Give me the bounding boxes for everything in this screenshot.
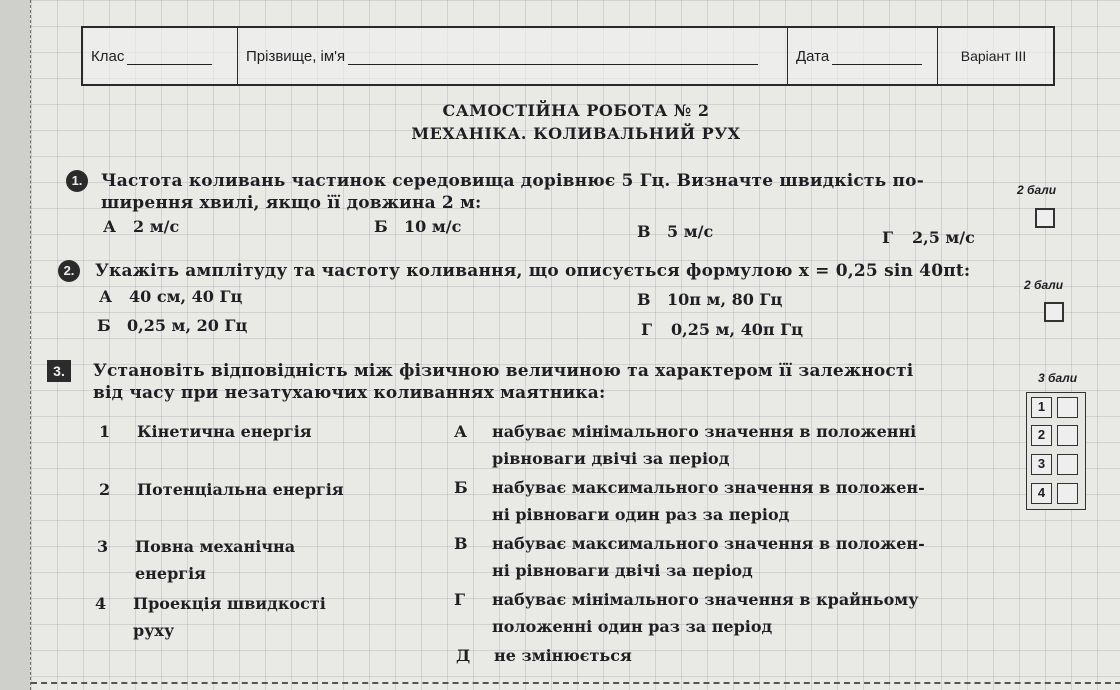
task-3-left-2: 2 Потенціальна енергія: [99, 480, 344, 499]
task-1-question: [101, 170, 981, 214]
task-3-right-b: Б набуває максимального значення в положен- ні рівноваги один раз за період: [454, 478, 925, 524]
task-3-text-line1: Установіть відповідність між фізичною величиною та характером її залежності: [93, 361, 914, 381]
task-1-option-d[interactable]: Г 2,5 м/с: [882, 228, 975, 247]
student-info-header: [81, 26, 1055, 86]
task-1-number: 1.: [66, 170, 88, 192]
task-3-right-a: А набуває мінімального значення в положенні рівноваги двічі за період: [454, 422, 917, 468]
task-1-score: 2 бали: [1017, 183, 1057, 197]
task-3-number: 3.: [47, 360, 71, 382]
task-2-question: Укажіть амплітуду та частоту коливання, що описується формулою x = 0,25 sin 40πt:: [95, 261, 971, 281]
worksheet-page: [30, 0, 1120, 690]
task-3-text-line2: від часу при незатухаючих коливаннях маятника:: [93, 383, 606, 403]
answer-row-4-label: 4: [1031, 483, 1052, 504]
task-3-left-3: 3 Повна механічна енергія: [97, 537, 296, 583]
task-3-left-1: 1 Кінетична енергія: [99, 422, 312, 441]
name-field[interactable]: [238, 28, 788, 84]
task-1-option-a[interactable]: А 2 м/с: [103, 217, 180, 236]
task-2-option-d[interactable]: Г 0,25 м, 40π Гц: [641, 320, 803, 339]
cut-line: [31, 682, 1120, 684]
task-3-right-d: Г набуває мінімального значення в крайньому положенні один раз за період: [454, 590, 919, 636]
task-1-answer-box[interactable]: [1035, 208, 1055, 228]
class-label: Клас: [91, 47, 125, 65]
variant-cell: [938, 28, 1049, 84]
task-2-option-a[interactable]: А 40 см, 40 Гц: [99, 287, 243, 306]
answer-row-2-label: 2: [1031, 425, 1052, 446]
task-1-text-line2: ширення хвилі, якщо її довжина 2 м:: [101, 193, 482, 213]
date-label: Дата: [796, 47, 830, 65]
variant-label: Варіант III: [960, 48, 1027, 64]
task-1-option-b[interactable]: Б 10 м/с: [374, 217, 462, 236]
task-1-text-line1: Частота коливань частинок середовища дорівнює 5 Гц. Визначте швидкість по-: [101, 171, 924, 191]
task-3-left-4: 4 Проекція швидкості руху: [95, 594, 326, 640]
task-3-answer-grid: [1026, 392, 1086, 510]
task-3-score: 3 бали: [1038, 371, 1078, 385]
task-1-option-c[interactable]: В 5 м/с: [637, 222, 714, 241]
task-2-option-c[interactable]: В 10π м, 80 Гц: [637, 290, 783, 309]
answer-row-1-cell[interactable]: [1057, 397, 1078, 418]
name-label: Прізвище, ім'я: [246, 47, 346, 65]
class-field[interactable]: [83, 28, 238, 84]
page-subtitle: МЕХАНІКА. КОЛИВАЛЬНИЙ РУХ: [411, 124, 741, 143]
answer-row-2-cell[interactable]: [1057, 425, 1078, 446]
task-2-score: 2 бали: [1024, 278, 1064, 292]
task-2-option-b[interactable]: Б 0,25 м, 20 Гц: [97, 316, 248, 335]
task-2-number: 2.: [58, 260, 80, 282]
task-3-right-c: В набуває максимального значення в положен- ні рівноваги двічі за період: [454, 534, 925, 580]
answer-row-3-label: 3: [1031, 454, 1052, 475]
task-2-answer-box[interactable]: [1044, 302, 1064, 322]
task-3-right-e: Д не змінюється: [456, 646, 632, 665]
page-title: САМОСТІЙНА РОБОТА № 2: [442, 101, 710, 120]
date-field[interactable]: [788, 28, 938, 84]
task-3-question: [93, 360, 1013, 404]
answer-row-1-label: 1: [1031, 397, 1052, 418]
answer-row-4-cell[interactable]: [1057, 483, 1078, 504]
answer-row-3-cell[interactable]: [1057, 454, 1078, 475]
